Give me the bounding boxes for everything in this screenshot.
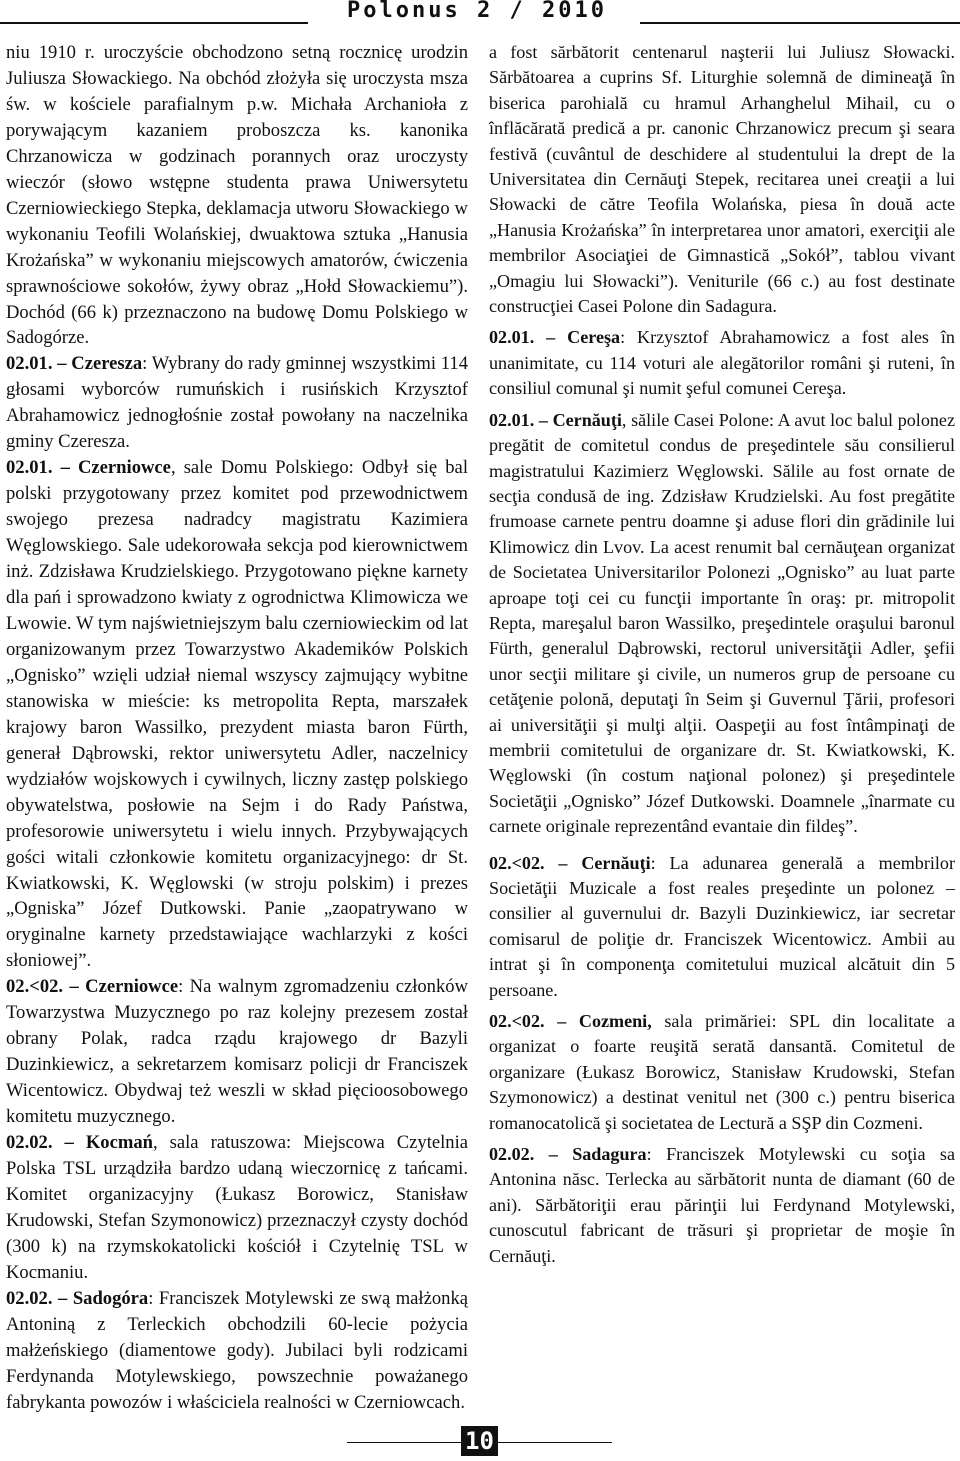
entry-place: Kocmań — [85, 1132, 153, 1154]
polish-entry: 02.02. – Kocmań, sala ratuszowa: Miejscowa Czytelnia Polska TSL urządziła bardzo udaną wieczornicę z tańcami. Komitet organizacyjny (Łukasz Borowicz, Stanisław Krudowski, Stefan Szymonowicz) przeznaczył czysty dochód (300 k) na rzymskokatolicki kościół i Czytelnię TSL w Kocmaniu. — [6, 1132, 468, 1283]
entry-text: : Krzysztof Abrahamowicz a fost ales în unanimitate, cu 114 voturi ale alegătorilor români şi ruteni, în consiliul comunal şi numit şeful comunei Cereşa. — [489, 327, 955, 399]
entry-date: 02.02. — [6, 1132, 53, 1154]
polish-entry: 02.01. – Czerniowce, sale Domu Polskiego: Odbył się bal polski przygotowany przez komitet pod przewodnictwem swojego prezesa nadradcy magistratu Kazimiera Węglowskiego. Sale udekorowała sekcja pod kierownictwem inż. Zdzisława Krudzielskiego. Przygotowano piękne karnety dla pań i sprowadzono kwiaty z ogrodnictwa Klimowicza we Lwowie. W tym najświetniejszym balu czerniowieckim od lat organizowanym przez Towarzystwo Akademików Polskich „Ognisko” wzięli udział niemal wszyscy zajmujący wybitne stanowiska w mieście: ks metropolita Repta, marszałek krajowy baron Wassilko, prezydent miasta baron Fürth, generał Dąbrowski, rektor uniwersytetu Adler, naczelnicy wydziałów wojskowych i cywilnych, liczny zastęp polskiego obywatelstwa, posłowie na Sejm i do Rady Państwa, profesorowie uniwersytetu i wielu innych. Przybywających gości witali członkowie komitetu organizacyjnego: dr St. Kwiatkowski, K. Węglowski (w stroju polskim) i prezes „Ogniska” Józef Dutkowski. Panie „zaopatrywano w oryginalne karnety przedstawiające wachlarzyki z kości słoniowej”. — [6, 457, 468, 972]
polish-intro: niu 1910 r. uroczyście obchodzono setną rocznicę urodzin Juliusza Słowackiego. Na obchód złożyła się uroczysta msza św. w kościele parafialnym p.w. Michała Archanioła z porywającym kazaniem proboszcza ks. kanonika Chrzanowicza w godzinach porannych oraz uroczysty wieczór (słowo wstępne studenta prawa Uniwersytetu Czerniowieckiego Stepka, deklamacja utworu Słowackiego w wykonaniu Teofili Wolańskiej, dwuaktowa sztuka „Hanusia Krożańska” w wykonaniu miejscowych amatorów, ćwiczenia sprawnościowe sokołów, żywy obraz „Hołd Słowackiemu”). Dochód (66 k) przeznaczono na budowę Domu Polskiego w Sadogórze. — [6, 42, 468, 349]
header-rule-left — [0, 22, 308, 24]
polish-entry: 02.01. – Czeresza: Wybrany do rady gminnej wszystkimi 114 głosami wyborców rumuńskich i rusińskich Krzysztof Abrahamowicz jednogłośnie został powołany na naczelnika gminy Czeresza. — [6, 353, 468, 453]
entry-text: , sale Domu Polskiego: Odbył się bal polski przygotowany przez komitet pod przewodnictwem swojego prezesa nadradcy magistratu Kazimiera Węglowskiego. Sale udekorowała sekcja pod kierownictwem inż. Zdzisława Krudzielskiego. Przygotowano piękne karnety dla pań i sprowadzono kwiaty z ogrodnictwa Klimowicza we Lwowie. W tym najświetniejszym balu czerniowieckim od lat organizowanym przez Towarzystwo Akademików Polskich „Ognisko” wzięli udział niemal wszyscy zajmujący wybitne stanowiska w mieście: ks metropolita Repta, marszałek krajowy baron Wassilko, prezydent miasta baron Fürth, generał Dąbrowski, rektor uniwersytetu Adler, naczelnicy wydziałów wojskowych i cywilnych, liczny zastęp polskiego obywatelstwa, posłowie na Sejm i do Rady Państwa, profesorowie uniwersytetu i wielu innych. Przybywających gości witali członkowie komitetu organizacyjnego: dr St. Kwiatkowski, K. Węglowski (w stroju polskim) i prezes „Ogniska” Józef Dutkowski. Panie „zaopatrywano w oryginalne karnety przedstawiające wachlarzyki z kości słoniowej”. — [6, 457, 468, 972]
entry-date: 02.<02. — [489, 1011, 545, 1032]
entry-place: Czeresza — [71, 353, 143, 375]
entry-date: 02.<02. — [6, 976, 64, 998]
entry-date: 02.02. — [489, 1144, 535, 1165]
entry-text: : Franciszek Motylewski cu soţia sa Antonina născ. Terlecka au sărbătorit nunta de diamant (60 de ani). Sărbătoriţii erau părinţii lui Ferdynand Motylewski, cunoscutul fabricant de trăsuri şi proprietar de moşie în Cernăuţi. — [489, 1144, 955, 1266]
entry-text: , sălile Casei Polone: A avut loc balul polonez pregătit de comitetul condus de preşedintele său consilierul magistratului Kazimierz Węglowski. Sălile au fost ornate de secţia condusă de ing. Zdzisław Krudzielski. Au fost pregătite frumoase carnete pentru doamne şi aduse flori din grădinile lui Klimowicz din Lvov. La acest renumit bal cernăuţean organizat de Societatea Universitarilor Polonezi „Ognisko” au luat parte aproape toţi cei cu funcţii importante în oraş: pr. mitropolit Repta, mareşalul baron Wassilko, preşedintele oraşului baronul Fürth, generalul Dąbrowski, rectorul universităţii Adler, şefii unor secţii militare şi civile, un numeros grup de persoane cu cetăţenie polonă, deputaţi în Seim şi Guvernul Ţării, profesori ai universităţii şi mulţi alţii. Oaspeţii au fost întâmpinaţi de membrii comitetului de organizare dr. St. Kwiatkowski, K. Węglowski (în costum naţional polonez) şi preşedintele Societăţii „Ognisko” Józef Dutkowski. Doamnele „înarmate cu carnete originale reprezentând evantaie din fildeş”. — [489, 409, 955, 837]
page-header — [0, 0, 960, 32]
entry-date: 02.01. — [489, 327, 535, 348]
polish-entry: 02.<02. – Czerniowce: Na walnym zgromadzeniu członków Towarzystwa Muzycznego po raz kolejny prezesem został obrany Polak, radca rządu krajowego dr Bazyli Duzinkiewicz, a sekretarzem komisarz policji dr Franciszek Wicentowicz. Obydwaj też weszli w skład pięcioosobowego komitetu muzycznego. — [6, 976, 468, 1128]
entry-text: : La adunarea generală a membrilor Societăţii Muzicale a fost reales preşedinte un polonez – consilier al guvernului dr. Bazyli Duzinkiewicz, iar secretar comisarul de poliţie dr. Franciszek Wicentowicz. Ambii au intrat şi în componenţa comitetului muzical alcătuit din 5 persoane. — [489, 852, 955, 1000]
entry-date: 02.01. — [6, 353, 53, 375]
footer-rule-right — [498, 1442, 612, 1443]
romanian-entry: 02.01. – Cereşa: Krzysztof Abrahamowicz a fost ales în unanimitate, cu 114 voturi ale alegătorilor români şi ruteni, în consiliul comunal şi numit şeful comunei Cereşa. — [489, 327, 955, 399]
romanian-entry: 02.01. – Cernăuţi, sălile Casei Polone: A avut loc balul polonez pregătit de comitetul condus de preşedintele său consilierul magistratului Kazimierz Węglowski. Sălile au fost ornate de secţia condusă de ing. Zdzisław Krudzielski. Au fost pregătite frumoase carnete pentru doamne şi aduse flori din grădinile lui Klimowicz din Lvov. La acest renumit bal cernăuţean organizat de Societatea Universitarilor Polonezi „Ognisko” au luat parte aproape toţi cei cu funcţii importante în oraş: pr. mitropolit Repta, mareşalul baron Wassilko, preşedintele oraşului baronul Fürth, generalul Dąbrowski, rectorul universităţii Adler, şefii unor secţii militare şi civile, un numeros grup de persoane cu cetăţenie polonă, deputaţi în Seim şi Guvernul Ţării, profesori ai universităţii şi mulţi alţii. Oaspeţii au fost întâmpinaţi de membrii comitetului de organizare dr. St. Kwiatkowski, K. Węglowski (în costum naţional polonez) şi preşedintele Societăţii „Ognisko” Józef Dutkowski. Doamnele „înarmate cu carnete originale reprezentând evantaie din fildeş”. — [489, 409, 955, 837]
romanian-entry: 02.02. – Sadagura: Franciszek Motylewski cu soţia sa Antonina născ. Terlecka au sărbătorit nunta de diamant (60 de ani). Sărbătoriţii erau părinţii lui Ferdynand Motylewski, cunoscutul fabricant de trăsuri şi proprietar de moşie în Cernăuţi. — [489, 1144, 955, 1266]
entry-text: : Wybrany do rady gminnej wszystkimi 114 głosami wyborców rumuńskich i rusińskich Krzysztof Abrahamowicz jednogłośnie został powołany na naczelnika gminy Czeresza. — [6, 353, 468, 453]
entry-place: Cernăuţi — [552, 409, 622, 430]
entry-place: Czerniowce — [85, 976, 179, 998]
entry-date: 02.02. — [6, 1287, 53, 1309]
romanian-entry: 02.<02. – Cozmeni, sala primăriei: SPL din localitate a organizat o foarte reuşită serată dansantă. Comitetul de organizare (Łukasz Borowicz, Stanisław Krudowski, Stefan Szymonowicz) a destinat venitul net (300 c.) pentru biserica romanocatolică şi societatea de Lectură a SŞP din Cozmeni. — [489, 1011, 955, 1133]
footer-rule-left — [347, 1442, 461, 1443]
page-number: 10 — [461, 1426, 498, 1456]
entry-date: 02.01. — [489, 409, 535, 430]
entry-text: sala primăriei: SPL din localitate a organizat o foarte reuşită serată dansantă. Comitetul de organizare (Łukasz Borowicz, Stanisław Krudowski, Stefan Szymonowicz) a destinat venitul net (300 c.) pentru biserica romanocatolică şi societatea de Lectură a SŞP din Cozmeni. — [489, 1011, 955, 1133]
polish-entry: 02.02. – Sadogóra: Franciszek Motylewski ze swą małżonką Antoniną z Terleckich obchodzili 60-lecie pożycia małżeńskiego (diamentowe gody). Jubilaci byli rodzicami Ferdynanda Motylewskiego, powszechnie poważanego fabrykanta powozów i właściciela realności w Czerniowcach. — [6, 1287, 468, 1413]
header-rule-right — [640, 22, 960, 24]
entry-date: 02.<02. — [489, 852, 545, 873]
romanian-entry: 02.<02. – Cernăuţi: La adunarea generală a membrilor Societăţii Muzicale a fost reales preşedinte un polonez – consilier al guvernului dr. Bazyli Duzinkiewicz, iar secretar comisarul de poliţie dr. Franciszek Wicentowicz. Ambii au intrat şi în componenţa comitetului muzical alcătuit din 5 persoane. — [489, 852, 955, 1000]
entry-place: Cozmeni, — [578, 1011, 652, 1032]
entry-place: Cernăuţi — [581, 852, 651, 873]
journal-title: Polonus 2 / 2010 — [347, 0, 607, 23]
polish-column — [6, 40, 468, 1416]
entry-place: Czerniowce — [78, 457, 171, 479]
entry-text: , sala ratuszowa: Miejscowa Czytelnia Polska TSL urządziła bardzo udaną wieczornicę z tańcami. Komitet organizacyjny (Łukasz Borowicz, Stanisław Krudowski, Stefan Szymonowicz) przeznaczył czysty dochód (300 k) na rzymskokatolicki kościół i Czytelnię TSL w Kocmaniu. — [6, 1132, 468, 1283]
entry-place: Sadagura — [572, 1144, 647, 1165]
romanian-intro: a fost sărbătorit centenarul naşterii lui Juliusz Słowacki. Sărbătoarea a cuprins Sf. Liturghie solemnă de dimineaţă în biserica parohială cu hramul Arhanghelul Mihail, cu o înflăcărată predică a pr. canonic Chrzanowicz precum şi seara festivă (cuvântul de deschidere al studentului la drept de la Universitatea din Cernăuţi Stepek, recitarea unei creaţii a lui Słowacki de către Teofila Wolańska, piesa în două acte „Hanusia Krożańska” în interpretarea unor amatori, exerciţii ale membrilor Asociaţiei de Gimnastică „Sokół”, tablou vivant „Omagiu lui Słowacki”). Veniturile (66 c.) au fost destinate construcţiei Casei Polone din Sadagura. — [489, 42, 955, 317]
entry-place: Cereşa — [567, 327, 621, 348]
romanian-column — [489, 40, 955, 1269]
entry-text: : Franciszek Motylewski ze swą małżonką Antoniną z Terleckich obchodzili 60-lecie pożycia małżeńskiego (diamentowe gody). Jubilaci byli rodzicami Ferdynanda Motylewskiego, powszechnie poważanego fabrykanta powozów i właściciela realności w Czerniowcach. — [6, 1287, 468, 1413]
entry-text: : Na walnym zgromadzeniu członków Towarzystwa Muzycznego po raz kolejny prezesem został obrany Polak, radca rządu krajowego dr Bazyli Duzinkiewicz, a sekretarzem komisarz policji dr Franciszek Wicentowicz. Obydwaj też weszli w skład pięcioosobowego komitetu muzycznego. — [6, 976, 468, 1128]
entry-date: 02.01. — [6, 457, 53, 479]
entry-place: Sadogóra — [72, 1287, 149, 1309]
